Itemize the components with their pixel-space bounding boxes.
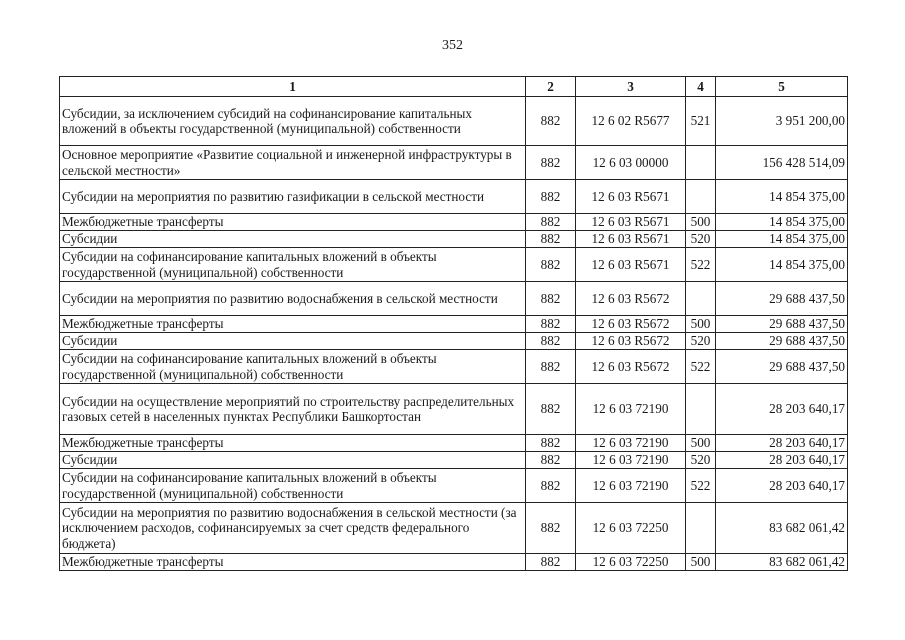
- cell-amount: 83 682 061,42: [716, 554, 848, 571]
- table-row: [60, 316, 848, 333]
- cell-csr: 12 6 03 R5671: [576, 180, 686, 214]
- table-row: [60, 97, 848, 146]
- cell-amount: 156 428 514,09: [716, 146, 848, 180]
- cell-csr: 12 6 03 72250: [576, 503, 686, 554]
- cell-code: 882: [526, 333, 576, 350]
- table-row: [60, 333, 848, 350]
- cell-code: 882: [526, 316, 576, 333]
- cell-amount: 28 203 640,17: [716, 435, 848, 452]
- cell-amount: 14 854 375,00: [716, 214, 848, 231]
- table-row: [60, 180, 848, 214]
- cell-csr: 12 6 03 R5672: [576, 333, 686, 350]
- table-row: [60, 248, 848, 282]
- cell-amount: 28 203 640,17: [716, 452, 848, 469]
- column-header-amount: 5: [716, 77, 848, 97]
- table-row: [60, 469, 848, 503]
- cell-code: 882: [526, 248, 576, 282]
- column-header-csr: 3: [576, 77, 686, 97]
- cell-vr: 500: [686, 554, 716, 571]
- cell-csr: 12 6 03 R5672: [576, 316, 686, 333]
- cell-amount: 3 951 200,00: [716, 97, 848, 146]
- table-row: [60, 282, 848, 316]
- cell-vr: [686, 180, 716, 214]
- table-row: [60, 554, 848, 571]
- cell-vr: 520: [686, 231, 716, 248]
- cell-amount: 28 203 640,17: [716, 469, 848, 503]
- cell-amount: 14 854 375,00: [716, 180, 848, 214]
- cell-name: Субсидии на софинансирование капитальных вложений в объекты государственной (муниципальной) собственности: [60, 350, 526, 384]
- cell-csr: 12 6 03 72190: [576, 452, 686, 469]
- table-row: [60, 452, 848, 469]
- cell-name: Субсидии: [60, 231, 526, 248]
- cell-vr: 500: [686, 435, 716, 452]
- cell-name: Субсидии: [60, 333, 526, 350]
- cell-name: Межбюджетные трансферты: [60, 316, 526, 333]
- cell-name: Межбюджетные трансферты: [60, 435, 526, 452]
- cell-name: Субсидии на осуществление мероприятий по строительству распределительных газовых сетей в населенных пунктах Республики Башкортостан: [60, 384, 526, 435]
- cell-csr: 12 6 03 72190: [576, 435, 686, 452]
- cell-amount: 29 688 437,50: [716, 316, 848, 333]
- cell-csr: 12 6 03 R5672: [576, 282, 686, 316]
- cell-csr: 12 6 03 72190: [576, 469, 686, 503]
- cell-code: 882: [526, 214, 576, 231]
- cell-vr: 520: [686, 333, 716, 350]
- cell-name: Субсидии на мероприятия по развитию газификации в сельской местности: [60, 180, 526, 214]
- cell-vr: 500: [686, 214, 716, 231]
- cell-vr: [686, 503, 716, 554]
- cell-code: 882: [526, 231, 576, 248]
- budget-table: [59, 76, 848, 571]
- cell-vr: 522: [686, 350, 716, 384]
- cell-code: 882: [526, 435, 576, 452]
- cell-vr: 522: [686, 248, 716, 282]
- cell-csr: 12 6 02 R5677: [576, 97, 686, 146]
- table-row: [60, 384, 848, 435]
- cell-name: Субсидии: [60, 452, 526, 469]
- cell-amount: 28 203 640,17: [716, 384, 848, 435]
- cell-name: Межбюджетные трансферты: [60, 214, 526, 231]
- cell-name: Основное мероприятие «Развитие социальной и инженерной инфраструктуры в сельской местности»: [60, 146, 526, 180]
- cell-name: Межбюджетные трансферты: [60, 554, 526, 571]
- column-header-vr: 4: [686, 77, 716, 97]
- table-row: [60, 350, 848, 384]
- cell-code: 882: [526, 554, 576, 571]
- table-row: [60, 146, 848, 180]
- cell-vr: 522: [686, 469, 716, 503]
- table-header-row: [60, 77, 848, 97]
- cell-code: 882: [526, 180, 576, 214]
- cell-csr: 12 6 03 72250: [576, 554, 686, 571]
- page-number: 352: [442, 38, 463, 53]
- cell-vr: [686, 384, 716, 435]
- cell-vr: 500: [686, 316, 716, 333]
- cell-amount: 14 854 375,00: [716, 248, 848, 282]
- cell-amount: 83 682 061,42: [716, 503, 848, 554]
- cell-code: 882: [526, 503, 576, 554]
- column-header-name: 1: [60, 77, 526, 97]
- cell-amount: 14 854 375,00: [716, 231, 848, 248]
- cell-amount: 29 688 437,50: [716, 333, 848, 350]
- cell-code: 882: [526, 146, 576, 180]
- cell-vr: [686, 282, 716, 316]
- column-header-code: 2: [526, 77, 576, 97]
- cell-csr: 12 6 03 R5671: [576, 214, 686, 231]
- cell-code: 882: [526, 97, 576, 146]
- cell-csr: 12 6 03 R5671: [576, 248, 686, 282]
- cell-vr: [686, 146, 716, 180]
- cell-code: 882: [526, 469, 576, 503]
- cell-code: 882: [526, 452, 576, 469]
- cell-csr: 12 6 03 R5671: [576, 231, 686, 248]
- cell-amount: 29 688 437,50: [716, 350, 848, 384]
- cell-vr: 521: [686, 97, 716, 146]
- cell-name: Субсидии на софинансирование капитальных вложений в объекты государственной (муниципальной) собственности: [60, 469, 526, 503]
- cell-code: 882: [526, 282, 576, 316]
- cell-vr: 520: [686, 452, 716, 469]
- cell-name: Субсидии на мероприятия по развитию водоснабжения в сельской местности: [60, 282, 526, 316]
- cell-name: Субсидии на мероприятия по развитию водоснабжения в сельской местности (за исключением расходов, софинансируемых за счет средств федерального бюджета): [60, 503, 526, 554]
- table-row: [60, 503, 848, 554]
- cell-csr: 12 6 03 72190: [576, 384, 686, 435]
- table-row: [60, 231, 848, 248]
- cell-csr: 12 6 03 00000: [576, 146, 686, 180]
- cell-amount: 29 688 437,50: [716, 282, 848, 316]
- table-row: [60, 435, 848, 452]
- cell-code: 882: [526, 384, 576, 435]
- cell-csr: 12 6 03 R5672: [576, 350, 686, 384]
- cell-name: Субсидии на софинансирование капитальных вложений в объекты государственной (муниципальной) собственности: [60, 248, 526, 282]
- table-row: [60, 214, 848, 231]
- cell-name: Субсидии, за исключением субсидий на софинансирование капитальных вложений в объекты государственной (муниципальной) собственности: [60, 97, 526, 146]
- table-body: [60, 97, 848, 571]
- cell-code: 882: [526, 350, 576, 384]
